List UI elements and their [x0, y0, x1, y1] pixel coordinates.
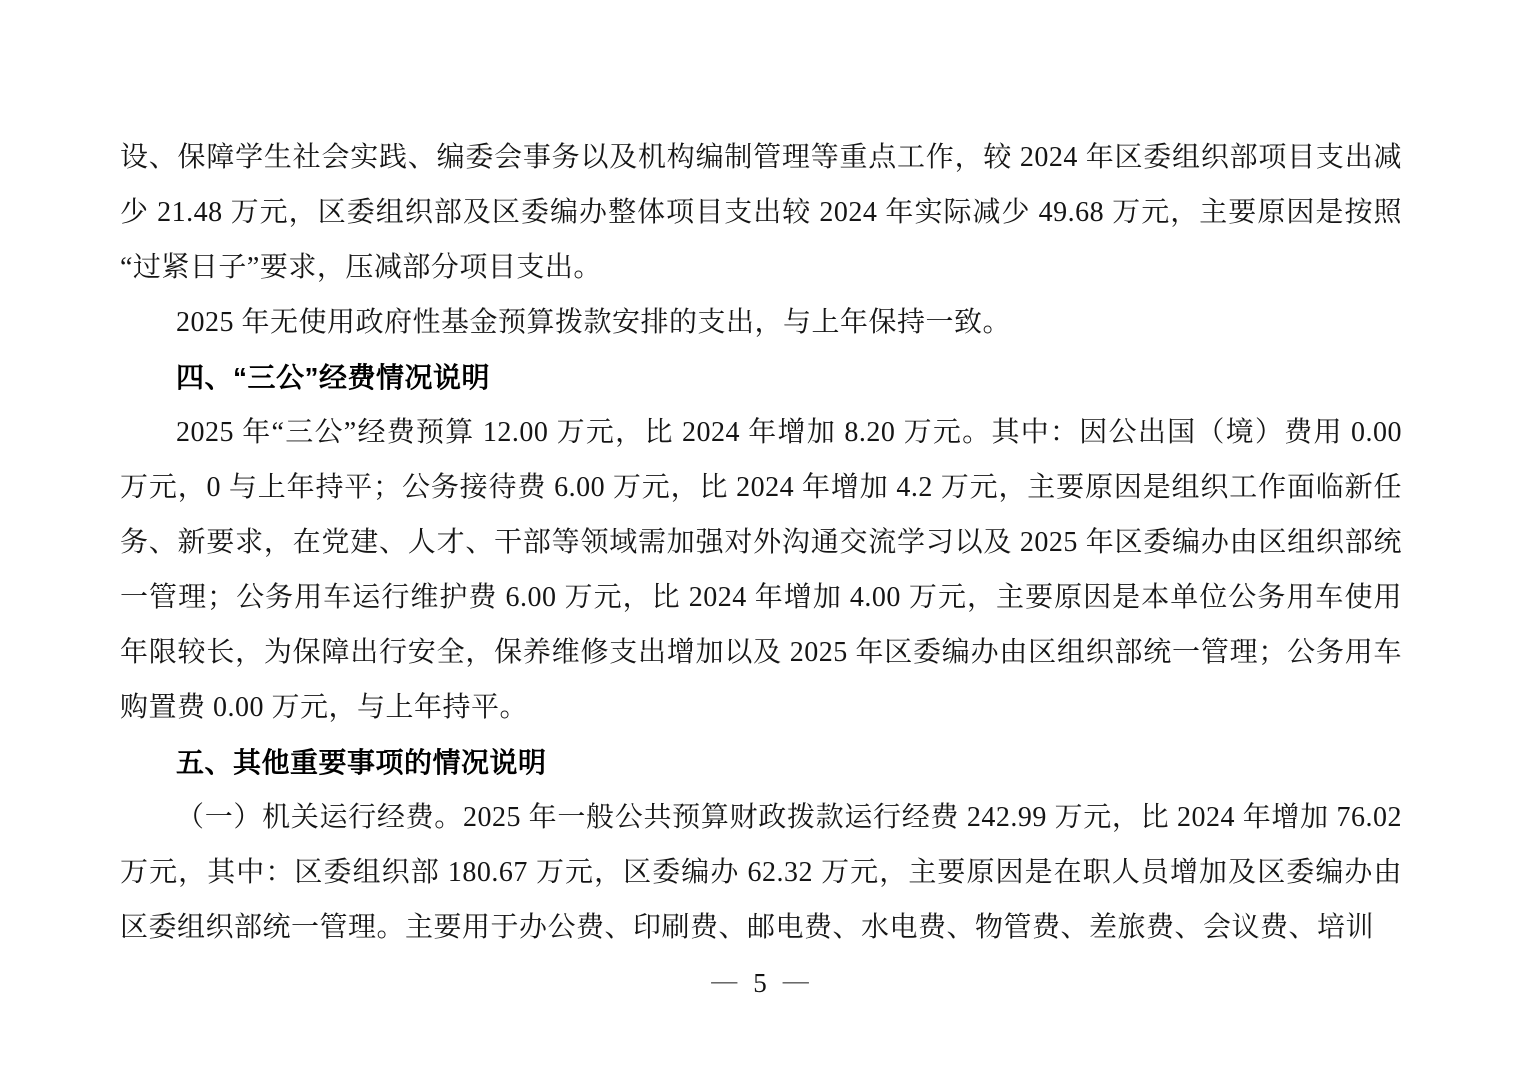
paragraph-three-public-funds-detail: 2025 年“三公”经费预算 12.00 万元，比 2024 年增加 8.20 万元。其中：因公出国（境）费用 0.00 万元，0 与上年持平；公务接待费 6.00 万元，比 2024 年增加 4.2 万元，主要原因是组织工作面临新任务、新要求，在党建、人才、干部等领域需加强对外沟通交流学习以及 2025 年区委编办由区组织部统一管理；公务用车运行维护费 6.00 万元，比 2024 年增加 4.00 万元，主要原因是本单位公务用车使用年限较长，为保障出行安全，保养维修支出增加以及 2025 年区委编办由区组织部统一管理；公务用车购置费 0.00 万元，与上年持平。	[120, 417, 1402, 723]
heading-section-four-three-public-funds: 四、“三公”经费情况说明	[176, 362, 491, 393]
page-footer	[0, 963, 1520, 1003]
page-number: 5	[753, 968, 767, 998]
heading-section-five-other-important-matters: 五、其他重要事项的情况说明	[176, 747, 547, 778]
paragraph-agency-operating-expense: （一）机关运行经费。2025 年一般公共预算财政拨款运行经费 242.99 万元，比 2024 年增加 76.02 万元，其中：区委组织部 180.67 万元，区委编办 62.32 万元，主要原因是在职人员增加及区委编办由区委组织部统一管理。主要用于办公费、印刷费、邮电费、水电费、物管费、差旅费、会议费、培训	[120, 802, 1402, 943]
paragraph-project-expense-continuation: 设、保障学生社会实践、编委会事务以及机构编制管理等重点工作，较 2024 年区委组织部项目支出减少 21.48 万元，区委组织部及区委编办整体项目支出较 2024 年实际减少 49.68 万元，主要原因是按照“过紧日子”要求，压减部分项目支出。	[120, 142, 1402, 283]
paragraph-government-fund-budget: 2025 年无使用政府性基金预算拨款安排的支出，与上年保持一致。	[176, 307, 1012, 338]
footer-right-dash: —	[782, 966, 809, 995]
footer-left-dash: —	[711, 966, 738, 995]
document-body	[120, 130, 1402, 955]
